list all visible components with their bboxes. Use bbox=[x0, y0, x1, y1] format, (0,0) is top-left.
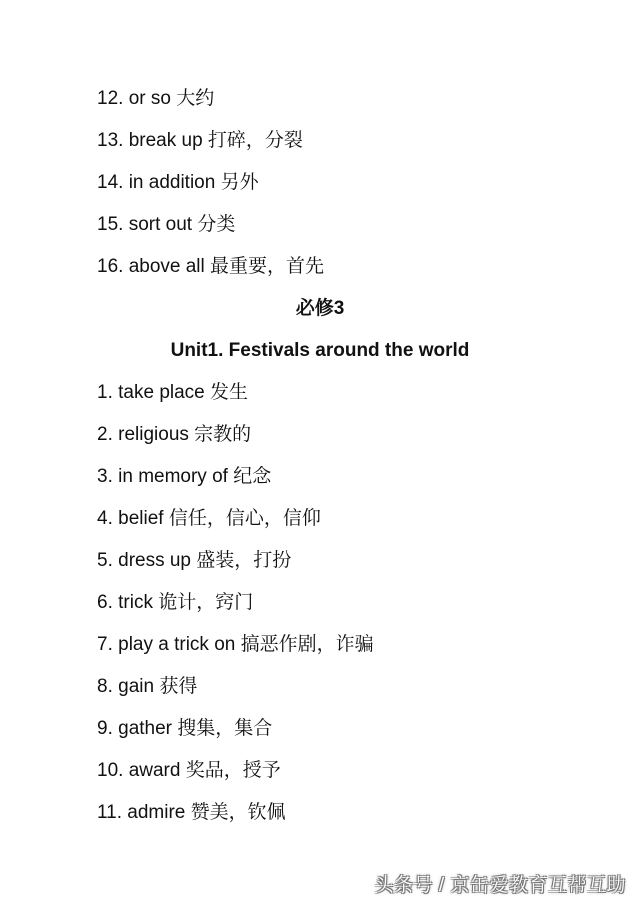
vocab-entry: 5. dress up 盛装，打扮 bbox=[97, 550, 292, 571]
vocab-entry: 9. gather 搜集，集合 bbox=[97, 718, 273, 739]
watermark: 头条号 / 京缶爱教育互帮互助 bbox=[374, 875, 626, 896]
vocab-entry: 6. trick 诡计，窍门 bbox=[97, 592, 254, 613]
vocab-entry: 14. in addition 另外 bbox=[97, 172, 259, 193]
vocab-entry: 4. belief 信任，信心，信仰 bbox=[97, 508, 321, 529]
vocab-entry: 13. break up 打碎，分裂 bbox=[97, 130, 303, 151]
vocab-entry: 15. sort out 分类 bbox=[97, 214, 236, 235]
vocab-entry: 11. admire 赞美，钦佩 bbox=[97, 802, 286, 823]
vocab-entry: 12. or so 大约 bbox=[97, 88, 215, 109]
section-title: 必修3 bbox=[295, 298, 345, 319]
vocab-entry: 8. gain 获得 bbox=[97, 676, 198, 697]
vocab-entry: 2. religious 宗教的 bbox=[97, 424, 252, 445]
vocab-entry: 7. play a trick on 搞恶作剧，诈骗 bbox=[97, 634, 374, 655]
unit-title: Unit1. Festivals around the world bbox=[170, 340, 470, 361]
vocab-entry: 10. award 奖品，授予 bbox=[97, 760, 281, 781]
vocab-entry: 3. in memory of 纪念 bbox=[97, 466, 272, 487]
vocab-entry: 16. above all 最重要，首先 bbox=[97, 256, 325, 277]
vocab-entry: 1. take place 发生 bbox=[97, 382, 249, 403]
